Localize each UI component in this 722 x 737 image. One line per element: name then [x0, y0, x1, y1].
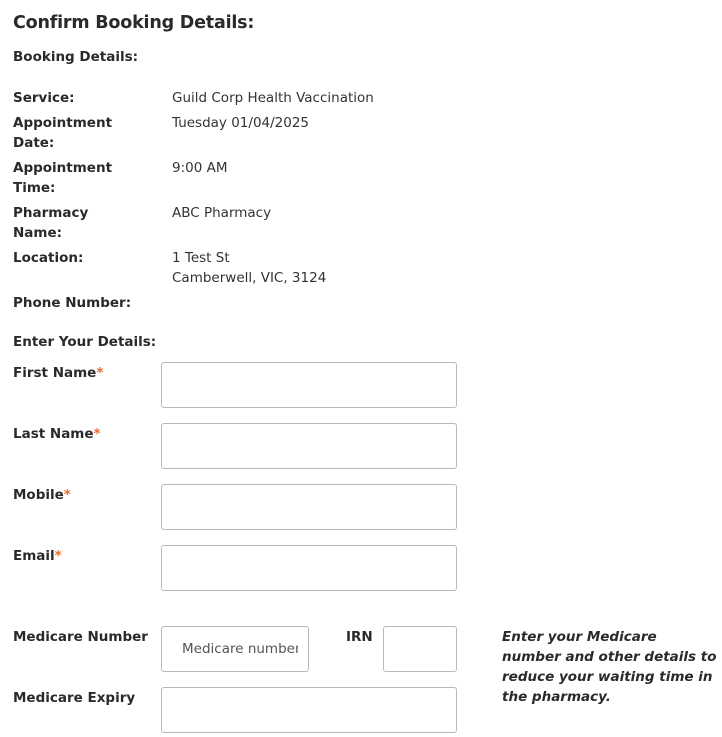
mobile-label-text: Mobile	[13, 487, 64, 503]
medicare-expiry-input[interactable]	[161, 687, 457, 733]
email-label	[13, 546, 62, 566]
appointment-date-label: Appointment Date:	[13, 115, 113, 151]
email-input[interactable]	[161, 545, 457, 591]
pharmacy-name-label: Pharmacy Name:	[13, 205, 89, 241]
pharmacy-name-value: ABC Pharmacy	[172, 205, 272, 221]
location-line-2: Camberwell, VIC, 3124	[172, 270, 327, 286]
last-name-label-text: Last Name	[13, 426, 94, 442]
location-line-1: 1 Test St	[172, 250, 230, 266]
service-value: Guild Corp Health Vaccination	[172, 90, 374, 106]
first-name-input[interactable]	[161, 362, 457, 408]
first-name-label-text: First Name	[13, 365, 97, 381]
required-marker: *	[63, 487, 71, 503]
last-name-label	[13, 424, 101, 444]
medicare-info-note: Enter your Medicare number and other details to reduce your waiting time in the pharmacy.	[502, 629, 717, 705]
medicare-number-input[interactable]	[161, 626, 309, 672]
email-label-text: Email	[13, 548, 55, 564]
service-label: Service:	[13, 90, 75, 106]
location-label: Location:	[13, 250, 84, 266]
appointment-date-value: Tuesday 01/04/2025	[172, 115, 310, 131]
medicare-number-label: Medicare Number	[13, 629, 148, 645]
medicare-expiry-label: Medicare Expiry	[13, 690, 136, 706]
page-title: Confirm Booking Details:	[13, 13, 255, 33]
mobile-label	[13, 485, 71, 505]
irn-label: IRN	[346, 629, 373, 645]
mobile-input[interactable]	[161, 484, 457, 530]
required-marker: *	[54, 548, 62, 564]
required-marker: *	[93, 426, 101, 442]
irn-input[interactable]	[383, 626, 457, 672]
appointment-time-value: 9:00 AM	[172, 160, 228, 176]
appointment-time-label: Appointment Time:	[13, 160, 113, 196]
last-name-input[interactable]	[161, 423, 457, 469]
required-marker: *	[96, 365, 104, 381]
enter-details-heading: Enter Your Details:	[13, 334, 157, 350]
phone-number-label: Phone Number:	[13, 295, 132, 311]
booking-details-heading: Booking Details:	[13, 49, 139, 65]
first-name-label	[13, 363, 103, 383]
